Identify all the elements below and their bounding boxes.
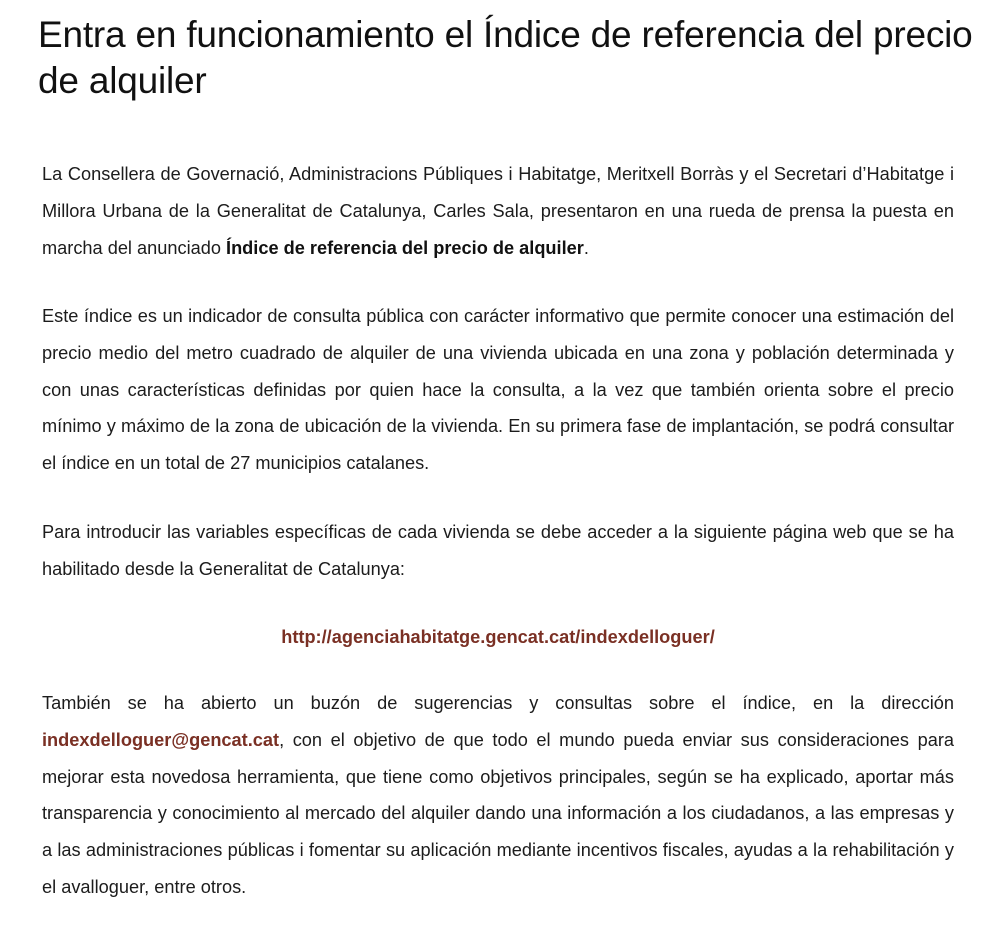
- website-link[interactable]: http://agenciahabitatge.gencat.cat/indexdelloguer/: [281, 627, 715, 647]
- mailbox-paragraph: [42, 685, 954, 906]
- page-title: Entra en funcionamiento el Índice de referencia del precio de alquiler: [38, 14, 973, 101]
- description-paragraph: Este índice es un indicador de consulta pública con carácter informativo que permite conocer una estimación del precio medio del metro cuadrado de alquiler de una vivienda ubicada en una zona y población determinada y con unas características definidas por quien hace la consulta, a la vez que también orienta sobre el precio mínimo y máximo de la zona de ubicación de la vivienda. En su primera fase de implantación, se podrá consultar el índice en un total de 27 municipios catalanes.: [42, 306, 954, 474]
- email-link[interactable]: indexdelloguer@gencat.cat: [42, 729, 280, 750]
- intro-paragraph: [42, 156, 954, 266]
- mailbox-text-end: , con el objetivo de que todo el mundo pueda enviar sus consideraciones para mejorar esta novedosa herramienta, que tiene como objetivos principales, según se ha explicado, aportar más transparencia y conocimiento al mercado del alquiler dando una información a los ciudadanos, a las empresas y a las administraciones públicas i fomentar su aplicación mediante incentivos fiscales, ayudas a la rehabilitación y el avalloguer, entre otros.: [42, 729, 954, 897]
- index-name-bold: Índice de referencia del precio de alquiler: [226, 237, 584, 258]
- intro-text: La Consellera de Governació, Administracions Públiques i Habitatge, Meritxell Borràs y el Secretari d’Habitatge i Millora Urbana de la Generalitat de Catalunya, Carles Sala, presentaron en una rueda de prensa la puesta en marcha del anunciado: [42, 164, 954, 258]
- mailbox-text: También se ha abierto un buzón de sugerencias y consultas sobre el índice, en la dirección: [42, 693, 954, 713]
- website-link-line: [42, 619, 954, 656]
- instructions-paragraph: Para introducir las variables específicas de cada vivienda se debe acceder a la siguiente página web que se ha habilitado desde la Generalitat de Catalunya:: [42, 522, 954, 579]
- intro-text-end: .: [583, 237, 589, 258]
